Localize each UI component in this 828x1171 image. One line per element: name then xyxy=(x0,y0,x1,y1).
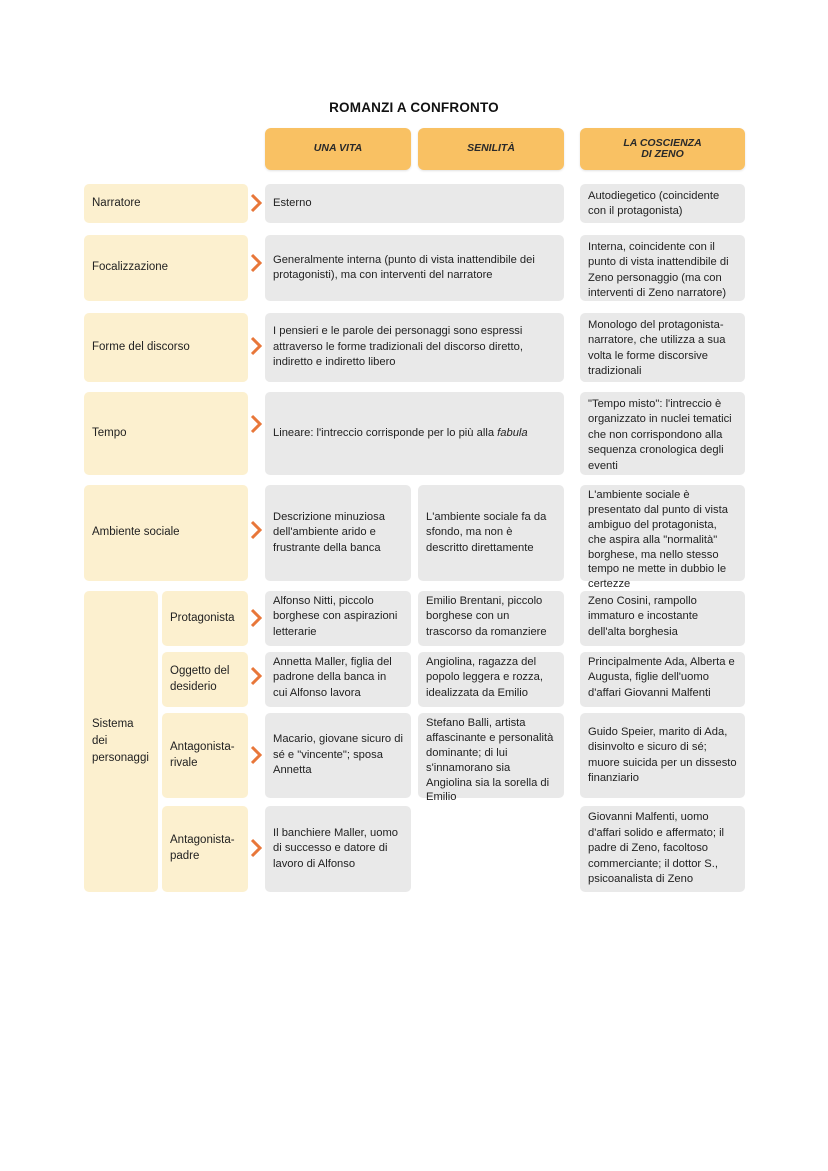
row-label-focalizzazione-text: Focalizzazione xyxy=(92,261,169,274)
header-una-vita xyxy=(265,128,411,170)
subrow-label-padre xyxy=(162,806,248,892)
cell-text: Angiolina, ragazza del popolo leggera e rozza, idealizzata da Emilio xyxy=(426,656,543,699)
header-senilita xyxy=(418,128,564,170)
cell-text-prefix: Lineare: l'intreccio corrisponde per lo più alla xyxy=(273,426,498,439)
subrow-label-protagonista xyxy=(162,591,248,646)
cell-text: Principalmente Ada, Alberta e Augusta, figlie dell'uomo d'affari Giovanni Malfenti xyxy=(588,656,735,699)
cell-oggetto-una-vita xyxy=(265,652,411,707)
chevron-right-icon xyxy=(250,193,262,213)
cell-text: Macario, giovane sicuro di sé e "vincente"; sposa Annetta xyxy=(273,733,403,777)
row-label-ambiente-text: Ambiente sociale xyxy=(92,526,180,539)
cell-text: Alfonso Nitti, piccolo borghese con aspirazioni letterarie xyxy=(273,595,398,638)
chevron-right-icon xyxy=(250,838,262,858)
cell-text: Annetta Maller, figlia del padrone della banca in cui Alfonso lavora xyxy=(273,656,392,699)
cell-text: I pensieri e le parole dei personaggi sono espressi attraverso le forme tradizionali del discorso diretto, indiretto e indiretto libero xyxy=(273,325,523,369)
cell-padre-coscienza xyxy=(580,806,745,892)
chevron-right-icon xyxy=(250,608,262,628)
row-label-sistema-text: Sistema dei personaggi xyxy=(92,717,149,765)
row-label-tempo-text: Tempo xyxy=(92,426,127,439)
cell-forme-coscienza xyxy=(580,313,745,382)
cell-oggetto-senilita xyxy=(418,652,564,707)
cell-rivale-una-vita xyxy=(265,713,411,798)
cell-tempo-una-vita-senilita xyxy=(265,392,564,475)
cell-protagonista-coscienza xyxy=(580,591,745,646)
header-coscienza-line2: DI ZENO xyxy=(641,148,684,160)
cell-tempo-coscienza xyxy=(580,392,745,475)
cell-ambiente-una-vita xyxy=(265,485,411,581)
chevron-right-icon xyxy=(250,414,262,434)
subrow-label-rivale xyxy=(162,713,248,798)
subrow-label-rivale-text: Antagonista-rivale xyxy=(170,740,235,769)
subrow-label-oggetto-text: Oggetto del desiderio xyxy=(170,664,230,693)
cell-text: "Tempo misto": l'intreccio è organizzato in nuclei tematici che non corrispondono alla sequenza cronologica degli eventi xyxy=(588,398,732,472)
header-coscienza-line1: LA COSCIENZA xyxy=(623,136,702,149)
cell-text: L'ambiente sociale è presentato dal punto di vista ambiguo del protagonista, che aspira alla "normalità" borghese, ma nello stesso tempo ne mette in dubbio le certezze xyxy=(588,489,728,591)
chevron-right-icon xyxy=(250,336,262,356)
row-label-forme-text: Forme del discorso xyxy=(92,340,190,353)
cell-text: Esterno xyxy=(273,196,312,209)
cell-text: Generalmente interna (punto di vista inattendibile dei protagonisti), ma con interventi del narratore xyxy=(273,253,535,281)
row-label-ambiente xyxy=(84,485,248,581)
chevron-right-icon xyxy=(250,520,262,540)
cell-text xyxy=(273,426,528,441)
chevron-right-icon xyxy=(250,666,262,686)
cell-text: Monologo del protagonista-narratore, che utilizza a sua volta le forme discorsive tradizionali xyxy=(588,319,726,378)
cell-text: Zeno Cosini, rampollo immaturo e incostante dell'alta borghesia xyxy=(588,595,699,638)
cell-ambiente-coscienza xyxy=(580,485,745,591)
row-label-narratore xyxy=(84,184,248,223)
cell-narratore-una-vita-senilita xyxy=(265,184,564,223)
chevron-right-icon xyxy=(250,253,262,273)
cell-text: Il banchiere Maller, uomo di successo e datore di lavoro di Alfonso xyxy=(273,826,398,870)
row-label-narratore-text: Narratore xyxy=(92,196,141,209)
header-coscienza xyxy=(580,128,745,170)
row-label-sistema xyxy=(84,591,158,892)
cell-text: L'ambiente sociale fa da sfondo, ma non è descritto direttamente xyxy=(426,510,547,554)
cell-oggetto-coscienza xyxy=(580,652,745,707)
cell-narratore-coscienza xyxy=(580,184,745,223)
row-label-focalizzazione xyxy=(84,235,248,301)
subrow-label-padre-text: Antagonista-padre xyxy=(170,834,235,862)
cell-text: Descrizione minuziosa dell'ambiente arido e frustrante della banca xyxy=(273,510,385,554)
cell-rivale-coscienza xyxy=(580,713,745,798)
row-label-forme xyxy=(84,313,248,382)
cell-text-italic: fabula xyxy=(497,426,528,439)
cell-text: Interna, coincidente con il punto di vista inattendibile di Zeno personaggio (ma con interventi di Zeno narratore) xyxy=(588,241,729,300)
header-senilita-label: SENILITÀ xyxy=(467,142,515,155)
row-label-tempo xyxy=(84,392,248,475)
cell-forme-una-vita-senilita xyxy=(265,313,564,382)
cell-focalizzazione-una-vita-senilita xyxy=(265,235,564,301)
cell-protagonista-una-vita xyxy=(265,591,411,646)
cell-text: Emilio Brentani, piccolo borghese con un trascorso da romanziere xyxy=(426,595,547,638)
cell-protagonista-senilita xyxy=(418,591,564,646)
chevron-right-icon xyxy=(250,745,262,765)
header-una-vita-label: UNA VITA xyxy=(313,142,363,155)
cell-focalizzazione-coscienza xyxy=(580,235,745,301)
subrow-label-oggetto xyxy=(162,652,248,707)
cell-text: Stefano Balli, artista affascinante e personalità dominante; di lui s'innamorano sia Angiolina sia la sorella di Emilio xyxy=(426,717,554,804)
cell-rivale-senilita xyxy=(418,713,564,804)
cell-ambiente-senilita xyxy=(418,485,564,581)
cell-text: Giovanni Malfenti, uomo d'affari solido e affermato; il padre di Zeno, facoltoso commerciante; il dottor S., psicoanalista di Zeno xyxy=(588,811,725,886)
cell-text: Guido Speier, marito di Ada, disinvolto e sicuro di sé; muore suicida per un dissesto finanziario xyxy=(588,725,737,784)
page-title: ROMANZI A CONFRONTO xyxy=(329,100,499,115)
cell-text: Autodiegetico (coincidente con il protagonista) xyxy=(588,190,720,218)
subrow-label-protagonista-text: Protagonista xyxy=(170,611,235,624)
cell-padre-una-vita xyxy=(265,806,411,892)
